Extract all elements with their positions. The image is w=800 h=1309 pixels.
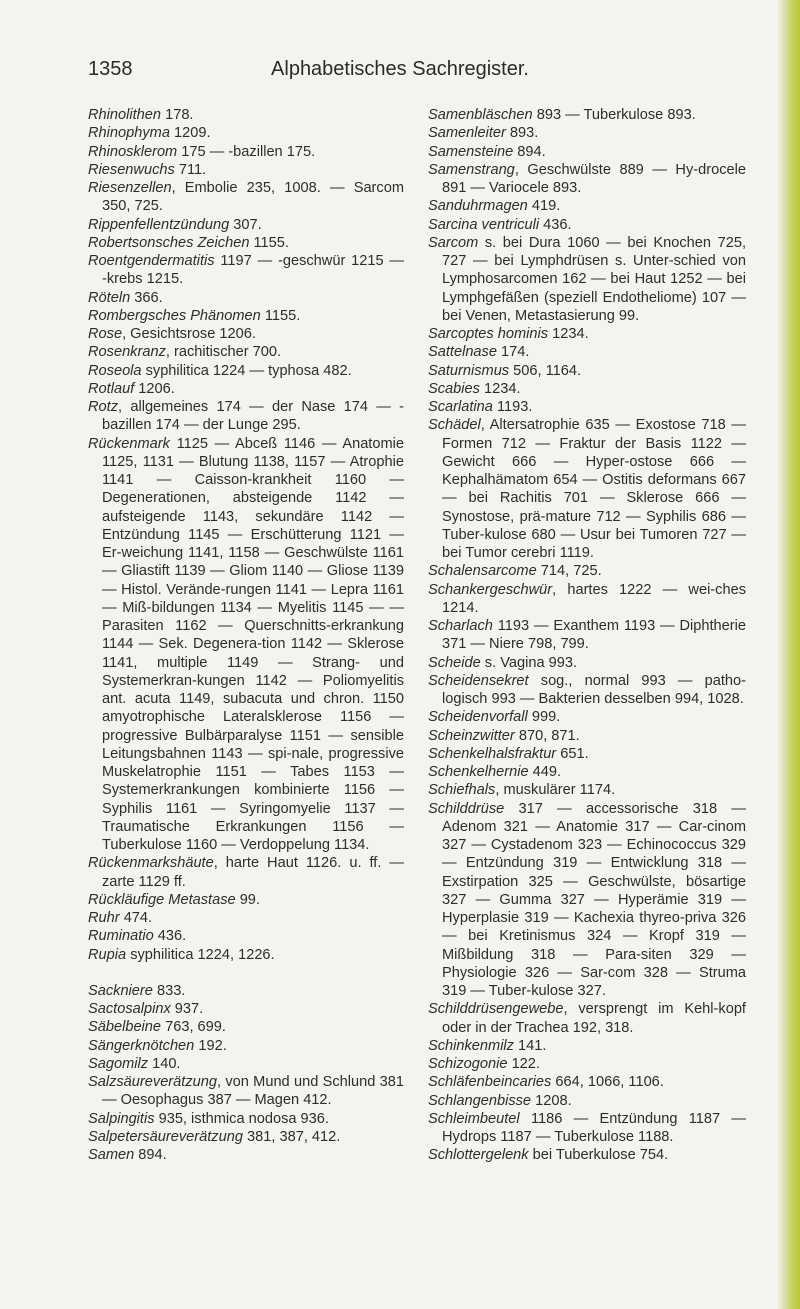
index-term: Scheidenvorfall — [428, 709, 528, 726]
index-term: Rose — [88, 326, 123, 342]
running-title: Alphabetisches Sachregister. — [271, 58, 529, 80]
index-references: , versprengt im Kehl-kopf oder in der Trachea 192, 318. — [442, 1001, 746, 1036]
index-entry — [88, 1110, 404, 1128]
index-entry — [88, 1000, 404, 1018]
index-entry — [428, 800, 746, 1001]
index-references: 894. — [134, 1147, 167, 1163]
index-entry — [88, 325, 404, 343]
index-references: 122. — [507, 1056, 540, 1072]
index-references: 1193 — Exanthem 1193 — Diphtherie 371 — Niere 798, 799. — [442, 618, 746, 653]
index-term: Rotlauf — [88, 380, 135, 397]
index-references: sog., normal 993 — patho-logisch 993 — Bakterien desselben 994, 1028. — [442, 672, 746, 707]
index-term: Sagomilz — [88, 1055, 149, 1072]
index-references: 1208. — [531, 1092, 572, 1109]
index-term: Samenstrang — [428, 161, 515, 178]
index-term: Samensteine — [428, 143, 514, 160]
index-references: 1234. — [548, 326, 589, 342]
index-references: s. Vagina 993. — [480, 654, 578, 671]
index-term: Scarlatina — [428, 399, 493, 415]
index-references: 1155. — [249, 234, 289, 251]
index-entry — [88, 1073, 404, 1110]
index-term: Röteln — [88, 289, 131, 306]
index-term: Schilddrüse — [428, 800, 505, 817]
index-term: Scheide — [428, 654, 481, 671]
index-entry — [428, 416, 746, 562]
index-term: Salzsäureverätzung — [88, 1074, 217, 1090]
index-references: bei Tuberkulose 754. — [528, 1147, 669, 1164]
index-references: 1186 — Entzündung 1187 — Hydrops 1187 — Tuberkulose 1188. — [442, 1110, 746, 1145]
index-references: 1125 — Abceß 1146 — Anatomie 1125, 1131 — Blutung 1138, 1157 — Atrophie 1141 — Caisson-krankheit 1160 — Degenerationen, absteigende 1142 — aufsteigende 1143, sekundäre 1142 — Entzündung 1145 — Erschütterung 1121 — Er-weichung 1141, 1158 — Geschwülste 1161 — Gliastift 1139 — Gliom 1140 — Gliose 1139 — Histol. Verände-rungen 1141 — Lepra 1161 — Miß-bildungen 1134 — Myelitis 1145 — — Parasiten 1162 — Querschnitts-erkrankung 1144 — Sek. Degenera-tion 1142 — Sklerose 1141, multiple 1149 — Strang- und Systemerkran-kungen 1142 — Poliomyelitis ant. acuta 1149, subacuta und chron. 1150 amyotrophische Lateralsklerose 1156 — progressive Bulbärparalyse 1151 — sensible Leitungsbahnen 1143 — spi-nale, progressive Muskelatrophie 1151 — Tabes 1153 — Systemerkrankungen kombinierte 1156 — Syphilis 1161 — Syringomyelie 1137 — Traumatische Erkrankungen 1156 — Tuberkulose 1160 — Verdoppelung 1134. — [102, 435, 404, 853]
index-references: 174. — [496, 344, 530, 361]
index-entry — [428, 654, 746, 672]
index-entry — [428, 1146, 746, 1164]
index-term: Schinkenmilz — [428, 1037, 514, 1054]
index-references: , allgemeines 174 — der Nase 174 — -bazillen 174 — der Lunge 295. — [102, 399, 404, 434]
index-term: Saturnismus — [428, 362, 510, 379]
index-entry — [88, 927, 404, 945]
index-term: Rombergsches Phänomen — [88, 307, 261, 324]
index-term: Samen — [88, 1147, 135, 1163]
index-entry — [88, 362, 404, 380]
index-entry — [428, 398, 746, 416]
index-references: 178. — [161, 107, 194, 123]
index-references: 894. — [513, 143, 546, 160]
index-entry — [88, 1037, 404, 1055]
index-entry — [88, 398, 404, 435]
index-entry — [428, 617, 746, 654]
index-term: Scheinzwitter — [428, 727, 515, 744]
index-references: 711. — [174, 161, 207, 178]
index-term: Schläfenbeincaries — [428, 1074, 552, 1091]
index-references: 1155. — [260, 307, 301, 324]
index-entry — [88, 946, 404, 964]
index-references: s. bei Dura 1060 — bei Knochen 725, 727 — bei Lymphdrüsen s. Unter-schied von Lymphosarcomen 162 — bei Haut 1252 — bei Lymphgefäßen (speziell Endotheliome) 107 — bei Venen, Metastasierung 99. — [442, 234, 746, 324]
index-term: Sanduhrmagen — [428, 198, 528, 215]
index-entry — [88, 216, 404, 234]
index-entry — [88, 909, 404, 927]
index-references: 436. — [153, 928, 187, 945]
left-index-column — [88, 106, 404, 1164]
index-entry — [88, 161, 404, 179]
page-number: 1358 — [88, 58, 133, 80]
index-references: 1197 — -geschwür 1215 — -krebs 1215. — [102, 253, 404, 288]
index-entry — [428, 1073, 746, 1091]
index-references: , Gesichtsrose 1206. — [122, 326, 256, 342]
index-entry — [428, 343, 746, 361]
index-term: Roentgendermatitis — [88, 253, 215, 269]
index-entry — [428, 325, 746, 343]
index-term: Schankergeschwür — [428, 581, 553, 598]
index-term: Rupia — [88, 946, 127, 963]
index-references: 307. — [229, 216, 262, 233]
index-entry — [428, 197, 746, 215]
index-entry — [428, 581, 746, 618]
index-term: Schlangenbisse — [428, 1092, 532, 1109]
index-term: Rhinosklerom — [88, 143, 178, 160]
index-term: Rückenmark — [88, 435, 170, 452]
index-term: Rückläufige Metastase — [88, 891, 236, 908]
index-term: Schalensarcome — [428, 563, 537, 580]
index-term: Riesenwuchs — [88, 161, 175, 178]
index-entry — [88, 854, 404, 891]
index-entry — [428, 380, 746, 398]
index-references: 175 — -bazillen 175. — [177, 143, 316, 160]
index-references: , rachitischer 700. — [165, 344, 282, 361]
index-references: 436. — [539, 216, 572, 233]
index-term: Riesenzellen — [88, 180, 172, 196]
index-references: 317 — accessorische 318 — Adenom 321 — Anatomie 317 — Car-cinom 327 — Cystadenom 323 — Echinococcus 329 — Entzündung 319 — Entwicklung 318 — Exstirpation 325 — Geschwülste, bösartige 327 — Gumma 327 — Hyperämie 319 — Hyperplasie 319 — Kachexia thyreo-priva 326 — bei Kretinismus 324 — Kropf 319 — Mißbildung 318 — Para-siten 329 — Physiologie 326 — Sar-com 328 — Struma 319 — Tuber-kulose 327. — [442, 800, 746, 999]
index-term: Schlottergelenk — [428, 1147, 529, 1164]
index-references: 664, 1066, 1106. — [551, 1074, 664, 1091]
index-references: , hartes 1222 — wei-ches 1214. — [442, 581, 746, 616]
index-entry — [428, 672, 746, 709]
index-term: Rosenkranz — [88, 344, 166, 361]
index-entry — [428, 708, 746, 726]
index-term: Ruminatio — [88, 928, 154, 945]
index-entry — [88, 1146, 404, 1164]
index-entry — [428, 362, 746, 380]
index-references: 366. — [130, 289, 163, 306]
index-references: 1193. — [492, 399, 533, 415]
index-term: Säbelbeine — [88, 1019, 162, 1036]
index-references: , Geschwülste 889 — Hy-drocele 891 — Variocele 893. — [442, 161, 746, 196]
index-entry — [428, 124, 746, 142]
index-entry — [88, 343, 404, 361]
index-entry — [88, 106, 404, 124]
index-references: 140. — [148, 1055, 181, 1072]
right-index-column — [428, 106, 746, 1165]
index-references: 449. — [528, 764, 562, 780]
index-entry — [428, 1092, 746, 1110]
index-references: , Embolie 235, 1008. — Sarcom 350, 725. — [102, 180, 404, 215]
index-references: 893. — [505, 125, 539, 142]
index-entry — [88, 234, 404, 252]
index-term: Scharlach — [428, 618, 493, 634]
index-entry — [428, 234, 746, 325]
index-term: Robertsonsches Zeichen — [88, 234, 250, 251]
index-term: Rotz — [88, 399, 119, 415]
index-entry — [88, 143, 404, 161]
index-term: Sackniere — [88, 982, 153, 999]
index-references: 833. — [152, 982, 186, 999]
index-entry — [428, 1055, 746, 1073]
index-references: 1206. — [134, 380, 175, 397]
index-term: Schiefhals — [428, 782, 496, 799]
index-entry — [428, 106, 746, 124]
index-term: Rhinophyma — [88, 125, 170, 142]
index-entry — [88, 435, 404, 855]
index-term: Schenkelhernie — [428, 764, 529, 780]
index-references: syphilitica 1224, 1226. — [126, 946, 275, 963]
index-references: 381, 387, 412. — [242, 1128, 341, 1145]
index-references: 651. — [556, 745, 589, 762]
index-references: 419. — [527, 198, 561, 215]
index-entry — [88, 982, 404, 1000]
index-entry — [88, 307, 404, 325]
index-entry — [88, 380, 404, 398]
index-references: 763, 699. — [161, 1019, 226, 1036]
index-references: 192. — [194, 1037, 227, 1054]
page-header — [0, 0, 800, 100]
index-term: Schädel — [428, 417, 481, 434]
index-term: Scabies — [428, 380, 480, 397]
index-entry — [88, 891, 404, 909]
index-term: Scheidensekret — [428, 672, 529, 689]
index-entry — [428, 1000, 746, 1037]
index-references: 99. — [235, 891, 260, 908]
index-entry — [88, 252, 404, 289]
index-term: Schenkelhalsfraktur — [428, 745, 557, 762]
index-entry — [88, 124, 404, 142]
index-references: 1209. — [169, 125, 211, 142]
index-term: Sarcom — [428, 234, 479, 251]
index-references: syphilitica 1224 — typhosa 482. — [141, 362, 352, 379]
index-entry — [428, 143, 746, 161]
index-references: 474. — [119, 910, 153, 926]
index-entry — [88, 179, 404, 216]
index-references: 935, isthmica nodosa 936. — [154, 1110, 329, 1127]
page-edge — [778, 0, 800, 1309]
index-references: 999. — [527, 709, 561, 726]
index-references: 506, 1164. — [509, 362, 582, 379]
index-term: Sattelnase — [428, 344, 497, 361]
index-entry — [428, 562, 746, 580]
index-entry — [428, 781, 746, 799]
index-references: 1234. — [479, 380, 521, 397]
index-references: , Altersatrophie 635 — Exostose 718 — Formen 712 — Fraktur der Basis 1122 — Gewicht 666 — Hyper-ostose 666 — Kephalhämatom 654 — Ostitis deformans 667 — bei Rachitis 701 — Sklerose 666 — Synostose, prä-mature 712 — Syphilis 686 — Tuber-kulose 680 — Usur bei Tumoren 727 — bei Tumor cerebri 1119. — [442, 417, 746, 561]
index-entry — [428, 1110, 746, 1147]
index-entry — [428, 216, 746, 234]
index-term: Salpetersäureverätzung — [88, 1128, 243, 1145]
index-term: Samenbläschen — [428, 107, 533, 123]
index-references: 893 — Tuberkulose 893. — [532, 107, 696, 123]
index-term: Sarcina ventriculi — [428, 216, 540, 233]
index-term: Sarcoptes hominis — [428, 326, 549, 342]
index-entry — [88, 1018, 404, 1036]
index-term: Sactosalpinx — [88, 1001, 171, 1017]
index-entry — [88, 1128, 404, 1146]
index-entry — [428, 161, 746, 198]
index-term: Schilddrüsengewebe — [428, 1001, 564, 1018]
index-term: Rückenmarkshäute — [88, 855, 214, 872]
index-entry — [428, 727, 746, 745]
index-references: , harte Haut 1126. u. ff. — zarte 1129 ff. — [102, 855, 404, 890]
index-entry — [88, 1055, 404, 1073]
index-term: Salpingitis — [88, 1110, 155, 1127]
index-entry — [88, 289, 404, 307]
index-term: Ruhr — [88, 910, 120, 926]
index-term: Schizogonie — [428, 1056, 508, 1072]
index-references: 714, 725. — [536, 563, 602, 580]
index-references: 937. — [170, 1001, 204, 1017]
index-term: Rippenfellentzündung — [88, 216, 230, 233]
index-entry — [428, 1037, 746, 1055]
index-references: , von Mund und Schlund 381 — Oesophagus 387 — Magen 412. — [102, 1074, 404, 1109]
index-references: 870, 871. — [514, 727, 580, 744]
index-term: Roseola — [88, 362, 142, 379]
index-term: Rhinolithen — [88, 107, 162, 123]
index-references: 141. — [513, 1037, 547, 1054]
index-term: Schleimbeutel — [428, 1110, 520, 1127]
index-term: Samenleiter — [428, 125, 506, 142]
index-entry — [428, 763, 746, 781]
index-references: , muskulärer 1174. — [495, 782, 616, 799]
index-entry — [428, 745, 746, 763]
index-term: Sängerknötchen — [88, 1037, 195, 1054]
